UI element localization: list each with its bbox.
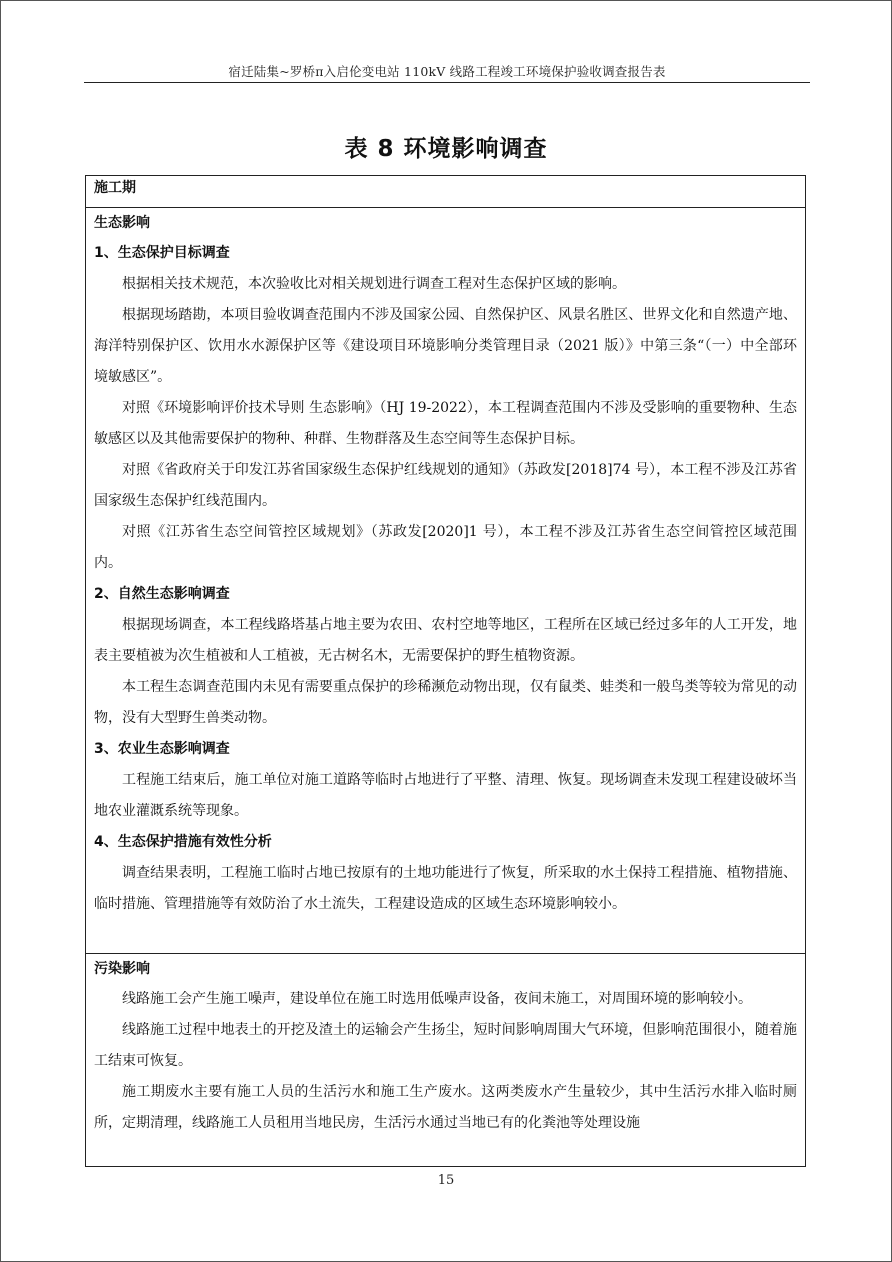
- page-title: 表 8 环境影响调查: [344, 136, 548, 162]
- pollution-paragraph-1: 线路施工会产生施工噪声，建设单位在施工时选用低噪声设备，夜间未施工，对周围环境的影响较小。: [122, 991, 752, 1007]
- pollution-section: [86, 954, 805, 1166]
- ecology-heading: 生态影响: [94, 215, 150, 231]
- section-1-paragraph-5: 对照《江苏省生态空间管控区域规划》（苏政发[2020]1 号），本工程不涉及江苏省生态空间管控区域范围内。: [94, 524, 797, 571]
- running-header: 宿迁陆集~罗桥π入启伦变电站 110kV 线路工程竣工环境保护验收调查报告表: [228, 64, 666, 79]
- section-4-title: 4、生态保护措施有效性分析: [94, 834, 272, 850]
- survey-table: [85, 175, 806, 1167]
- section-3-paragraph-1: 工程施工结束后，施工单位对施工道路等临时占地进行了平整、清理、恢复。现场调查未发现工程建设破坏当地农业灌溉系统等现象。: [94, 772, 797, 819]
- section-1-paragraph-4: 对照《省政府关于印发江苏省国家级生态保护红线规划的通知》（苏政发[2018]74 号），本工程不涉及江苏省国家级生态保护红线范围内。: [94, 462, 797, 509]
- section-1-title: 1、生态保护目标调查: [94, 245, 230, 261]
- section-1-paragraph-2: 根据现场踏勘，本项目验收调查范围内不涉及国家公园、自然保护区、风景名胜区、世界文化和自然遗产地、海洋特别保护区、饮用水水源保护区等《建设项目环境影响分类管理目录（2021 版）》中第三条“（一）中全部环境敏感区”。: [94, 307, 797, 385]
- stage-row: [86, 176, 805, 208]
- stage-heading: 施工期: [94, 180, 136, 196]
- page-number: 15: [437, 1173, 455, 1188]
- section-3-title: 3、农业生态影响调查: [94, 741, 230, 757]
- ecology-section: [86, 208, 805, 954]
- pollution-paragraph-2: 线路施工过程中地表土的开挖及渣土的运输会产生扬尘，短时间影响周围大气环境，但影响范围很小，随着施工结束可恢复。: [94, 1022, 797, 1069]
- section-2-title: 2、自然生态影响调查: [94, 586, 230, 602]
- header-rule: [84, 82, 810, 83]
- section-2-paragraph-1: 根据现场调查，本工程线路塔基占地主要为农田、农村空地等地区，工程所在区域已经过多年的人工开发，地表主要植被为次生植被和人工植被，无古树名木，无需要保护的野生植物资源。: [94, 617, 797, 664]
- section-1-paragraph-3: 对照《环境影响评价技术导则 生态影响》（HJ 19-2022），本工程调查范围内不涉及受影响的重要物种、生态敏感区以及其他需要保护的物种、种群、生物群落及生态空间等生态保护目标。: [94, 400, 797, 447]
- section-2-paragraph-2: 本工程生态调查范围内未见有需要重点保护的珍稀濒危动物出现，仅有鼠类、蛙类和一般鸟类等较为常见的动物，没有大型野生兽类动物。: [94, 679, 797, 726]
- pollution-heading: 污染影响: [94, 961, 150, 977]
- section-1-paragraph-1: 根据相关技术规范，本次验收比对相关规划进行调查工程对生态保护区域的影响。: [122, 276, 626, 292]
- section-4-paragraph-1: 调查结果表明，工程施工临时占地已按原有的土地功能进行了恢复，所采取的水土保持工程措施、植物措施、临时措施、管理措施等有效防治了水土流失，工程建设造成的区域生态环境影响较小。: [94, 865, 797, 912]
- pollution-paragraph-3: 施工期废水主要有施工人员的生活污水和施工生产废水。这两类废水产生量较少，其中生活污水排入临时厕所，定期清理，线路施工人员租用当地民房，生活污水通过当地已有的化粪池等处理设施: [94, 1084, 797, 1131]
